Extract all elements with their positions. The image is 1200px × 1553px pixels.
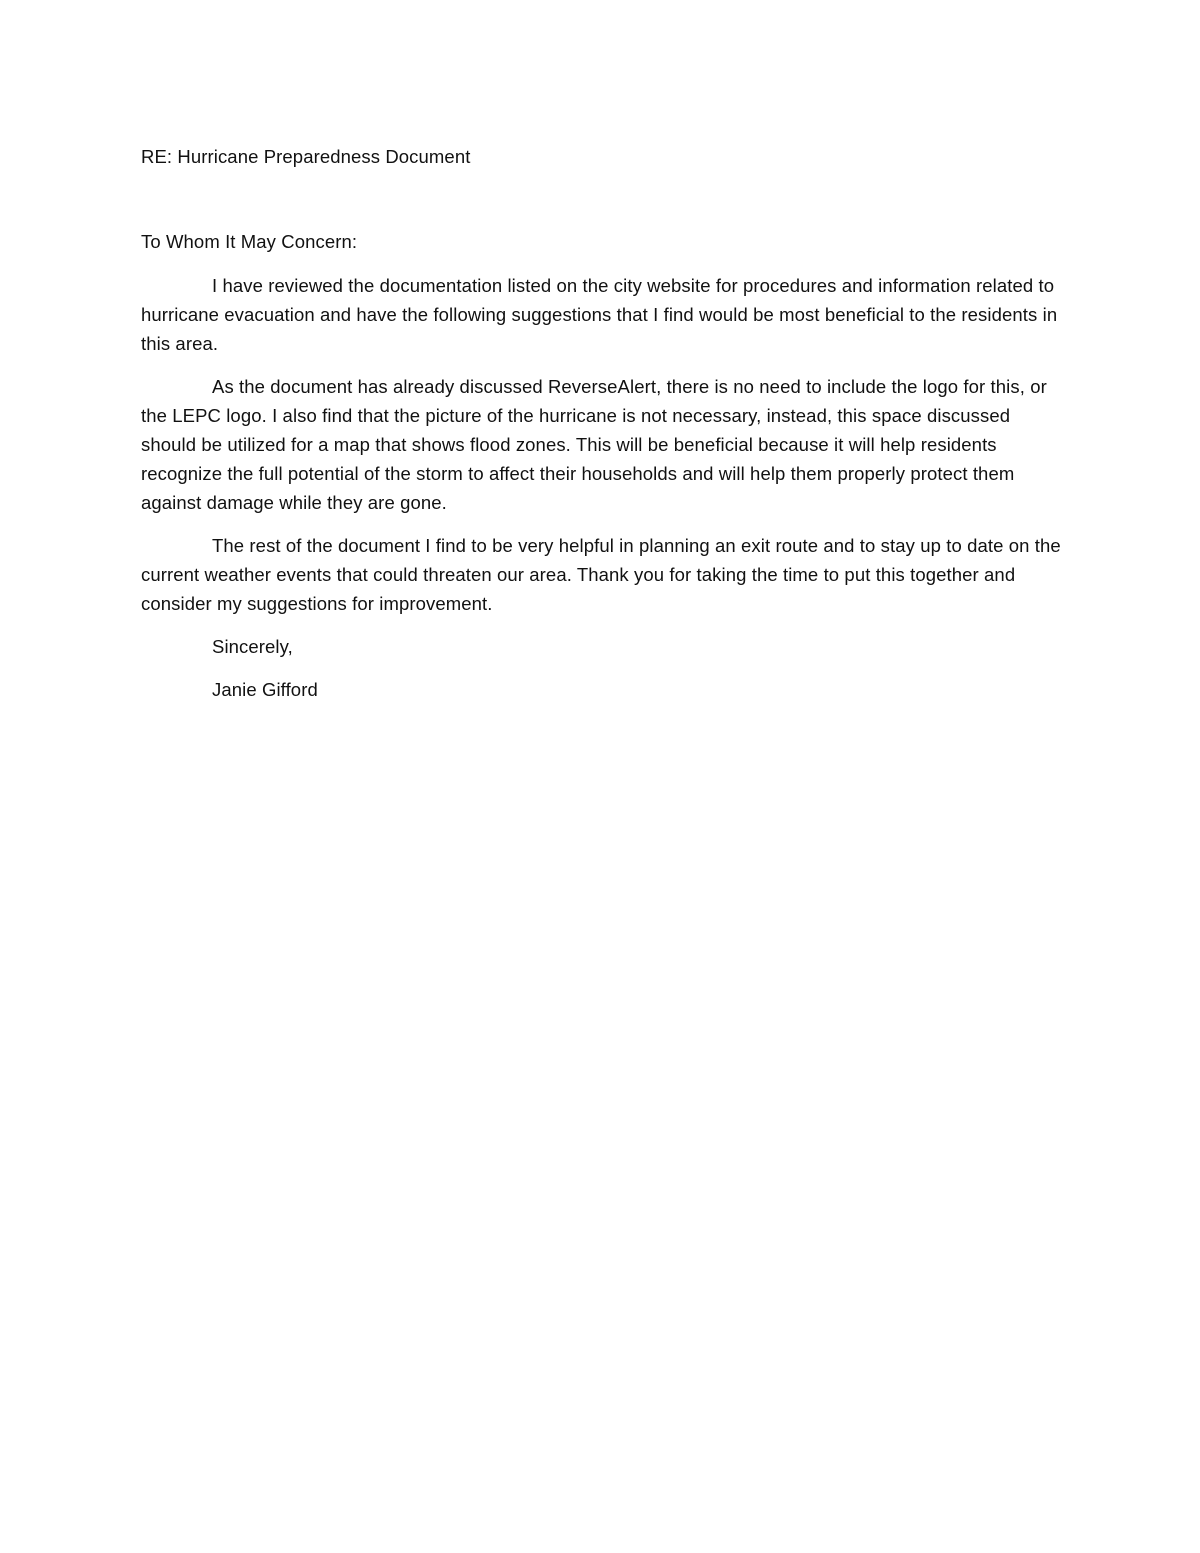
letter-paragraph-3: The rest of the document I find to be very helpful in planning an exit route and to stay up to date on the current weather events that could threaten our area. Thank you for taking the time to put this together and consider my suggestions for improvement. <box>141 535 1061 614</box>
letter-closing: Sincerely, <box>212 636 293 657</box>
letter-paragraph-1: I have reviewed the documentation listed on the city website for procedures and information related to hurricane evacuation and have the following suggestions that I find would be most beneficial to the residents in this area. <box>141 275 1058 354</box>
letter-signature: Janie Gifford <box>212 679 318 700</box>
letter-body <box>141 142 1061 704</box>
letter-paragraph-2: As the document has already discussed ReverseAlert, there is no need to include the logo for this, or the LEPC logo. I also find that the picture of the hurricane is not necessary, instead, this space discussed should be utilized for a map that shows flood zones. This will be beneficial because it will help residents recognize the full potential of the storm to affect their households and will help them properly protect them against damage while they are gone. <box>141 376 1047 513</box>
letter-salutation: To Whom It May Concern: <box>141 231 358 252</box>
letter-subject: RE: Hurricane Preparedness Document <box>141 146 471 167</box>
